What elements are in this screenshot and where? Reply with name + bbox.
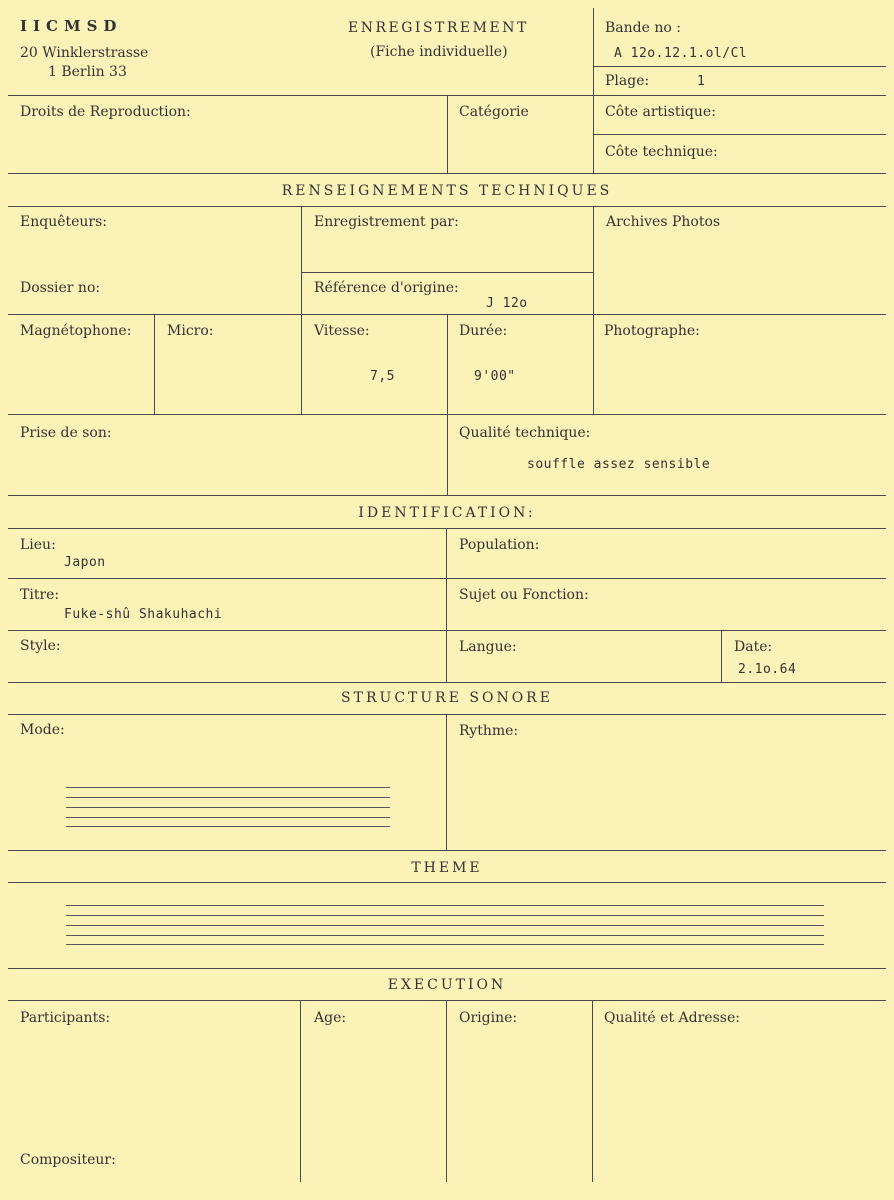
rythme-label: Rythme: (459, 723, 519, 739)
compositeur-label: Compositeur: (20, 1152, 116, 1168)
rule (8, 206, 886, 207)
duree-value: 9'00" (474, 369, 516, 384)
titre-label: Titre: (20, 587, 60, 603)
rule (593, 8, 594, 173)
vitesse-value: 7,5 (370, 369, 395, 384)
reference-label: Référence d'origine: (314, 280, 459, 296)
address-line-1: 20 Winklerstrasse (20, 45, 149, 61)
bande-label: Bande no : (605, 20, 681, 36)
rule (593, 66, 886, 67)
section-theme: THEME (411, 860, 483, 876)
rule (8, 528, 886, 529)
rule (8, 850, 886, 851)
plage-value: 1 (697, 74, 706, 89)
rule (8, 1000, 886, 1001)
rule (593, 134, 886, 135)
reference-value: J 12o (486, 296, 528, 311)
rule (8, 882, 886, 883)
staff-line (66, 915, 824, 916)
bande-value: A 12o.12.1.ol/Cl (614, 46, 748, 61)
rule (8, 630, 886, 631)
staff-line (66, 925, 824, 926)
archives-photos-label: Archives Photos (606, 214, 721, 230)
address-line-2: 1 Berlin 33 (48, 64, 127, 80)
rule (446, 714, 447, 850)
lieu-label: Lieu: (20, 537, 56, 553)
staff-line (66, 826, 390, 827)
categorie-label: Catégorie (459, 104, 529, 120)
participants-label: Participants: (20, 1010, 111, 1026)
style-label: Style: (20, 638, 61, 654)
staff-line (66, 807, 390, 808)
rule (8, 578, 886, 579)
micro-label: Micro: (167, 323, 214, 339)
section-renseignements: RENSEIGNEMENTS TECHNIQUES (281, 183, 613, 199)
page-subtitle: (Fiche individuelle) (370, 44, 508, 60)
page-title: ENREGISTREMENT (348, 20, 529, 36)
enregistrement-par-label: Enregistrement par: (314, 214, 459, 230)
rule (8, 682, 886, 683)
date-label: Date: (734, 639, 773, 655)
rule (592, 1000, 593, 1182)
mode-label: Mode: (20, 722, 65, 738)
enqueteurs-label: Enquêteurs: (20, 214, 108, 230)
age-label: Age: (314, 1010, 347, 1026)
prise-de-son-label: Prise de son: (20, 425, 112, 441)
rule (446, 528, 447, 682)
rule (8, 495, 886, 496)
qualite-adresse-label: Qualité et Adresse: (604, 1010, 740, 1026)
titre-value: Fuke-shû Shakuhachi (64, 607, 223, 622)
plage-label: Plage: (605, 73, 650, 89)
origine-label: Origine: (459, 1010, 518, 1026)
cote-artistique-label: Côte artistique: (605, 104, 716, 120)
staff-line (66, 817, 390, 818)
sujet-label: Sujet ou Fonction: (459, 587, 589, 603)
section-identification: IDENTIFICATION: (358, 505, 536, 521)
section-execution: EXECUTION (387, 977, 507, 993)
rule (447, 95, 448, 173)
qualite-technique-value: souffle assez sensible (527, 457, 711, 472)
vitesse-label: Vitesse: (314, 323, 370, 339)
rule (446, 1000, 447, 1182)
cote-technique-label: Côte technique: (605, 144, 718, 160)
population-label: Population: (459, 537, 540, 553)
rule (301, 206, 302, 414)
staff-line (66, 905, 824, 906)
section-structure-sonore: STRUCTURE SONORE (341, 690, 553, 706)
rule (300, 1000, 301, 1182)
rule (8, 968, 886, 969)
rule (8, 714, 886, 715)
duree-label: Durée: (459, 323, 508, 339)
date-value: 2.1o.64 (738, 662, 797, 677)
rule (447, 314, 448, 495)
institute-name: IICMSD (20, 17, 123, 35)
rule (154, 314, 155, 414)
rule (593, 206, 594, 414)
langue-label: Langue: (459, 639, 517, 655)
rule (301, 272, 593, 273)
magnetophone-label: Magnétophone: (20, 323, 132, 339)
lieu-value: Japon (64, 555, 106, 570)
staff-line (66, 797, 390, 798)
droits-label: Droits de Reproduction: (20, 104, 191, 120)
qualite-technique-label: Qualité technique: (459, 425, 591, 441)
rule (721, 630, 722, 682)
staff-line (66, 787, 390, 788)
rule (8, 173, 886, 174)
staff-line (66, 944, 824, 945)
photographe-label: Photographe: (604, 323, 700, 339)
dossier-label: Dossier no: (20, 280, 101, 296)
staff-line (66, 935, 824, 936)
